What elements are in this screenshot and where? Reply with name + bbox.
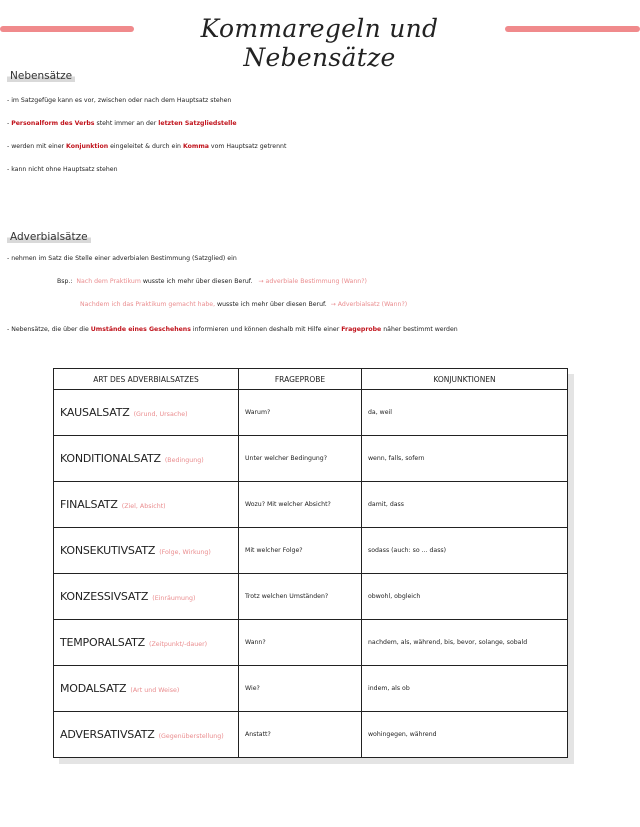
cell-konj: wohingegen, während	[362, 712, 568, 758]
table-row	[54, 712, 568, 758]
cell-konj: damit, dass	[362, 482, 568, 528]
adverbial-bullet-1: - nehmen im Satz die Stelle einer adverbialen Bestimmung (Satzglied) ein	[7, 255, 237, 262]
cell-konj: da, weil	[362, 390, 568, 436]
cell-frage: Mit welcher Folge?	[239, 528, 362, 574]
heading-nebensaetze: Nebensätze	[7, 70, 75, 82]
highlight-text: Frageprobe	[341, 326, 382, 333]
cell-frage: Wann?	[239, 620, 362, 666]
cell-frage: Unter welcher Bedingung?	[239, 436, 362, 482]
cell-frage: Anstatt?	[239, 712, 362, 758]
satz-note: (Ziel, Absicht)	[121, 503, 166, 510]
cell-art	[54, 482, 239, 528]
table-row	[54, 482, 568, 528]
satz-name: MODALSATZ	[60, 682, 127, 695]
header-frageprobe: FRAGEPROBE	[239, 369, 362, 390]
cell-konj: nachdem, als, während, bis, bevor, solange, sobald	[362, 620, 568, 666]
adverbial-bullet-2	[7, 326, 458, 333]
example-note: → Adverbialsatz (Wann?)	[330, 301, 408, 308]
satz-note: (Einräumung)	[152, 595, 196, 602]
nebensatz-bullet-2	[7, 120, 237, 127]
example-2	[80, 301, 407, 308]
cell-art	[54, 712, 239, 758]
cell-frage: Trotz welchen Umständen?	[239, 574, 362, 620]
example-note: → adverbiale Bestimmung (Wann?)	[258, 278, 367, 285]
satz-note: (Folge, Wirkung)	[159, 549, 211, 556]
table-row	[54, 666, 568, 712]
satz-name: TEMPORALSATZ	[60, 636, 146, 649]
bullet-text: vom Hauptsatz getrennt	[208, 143, 287, 150]
highlight-text: Umstände eines Geschehens	[90, 326, 191, 333]
bullet-text: - Nebensätze, die über die	[7, 326, 91, 333]
satz-name: FINALSATZ	[60, 498, 118, 511]
cell-konj: sodass (auch: so ... dass)	[362, 528, 568, 574]
bullet-text: -	[7, 120, 12, 127]
cell-konj: wenn, falls, sofern	[362, 436, 568, 482]
example-label: Bsp.:	[57, 278, 73, 285]
cell-konj: obwohl, obgleich	[362, 574, 568, 620]
table-row	[54, 528, 568, 574]
satz-name: KONDITIONALSATZ	[60, 452, 161, 465]
heading-adverbialsaetze: Adverbialsätze	[7, 231, 91, 243]
nebensatz-bullet-3	[7, 143, 286, 150]
satz-note: (Zeitpunkt/-dauer)	[149, 641, 208, 648]
cell-frage: Warum?	[239, 390, 362, 436]
table-row	[54, 436, 568, 482]
table-header-row	[54, 369, 568, 390]
bullet-text: - werden mit einer	[7, 143, 67, 150]
cell-frage: Wozu? Mit welcher Absicht?	[239, 482, 362, 528]
table-row	[54, 574, 568, 620]
example-1	[57, 278, 367, 285]
table-row	[54, 390, 568, 436]
cell-art	[54, 666, 239, 712]
nebensatz-bullet-4: - kann nicht ohne Hauptsatz stehen	[7, 166, 118, 173]
highlight-text: letzten Satzgliedstelle	[158, 120, 237, 127]
bullet-text: näher bestimmt werden	[381, 326, 458, 333]
satz-note: (Bedingung)	[164, 457, 204, 464]
cell-art	[54, 574, 239, 620]
cell-art	[54, 620, 239, 666]
example-text: wusste ich mehr über diesen Beruf.	[140, 278, 253, 285]
example-text: wusste ich mehr über diesen Beruf.	[215, 301, 327, 308]
cell-art	[54, 528, 239, 574]
nebensatz-bullet-1: - im Satzgefüge kann es vor, zwischen oder nach dem Hauptsatz stehen	[7, 97, 232, 104]
satz-name: KAUSALSATZ	[60, 406, 130, 419]
cell-art	[54, 436, 239, 482]
cell-art	[54, 390, 239, 436]
header-art: ART DES ADVERBIALSATZES	[54, 369, 239, 390]
satz-name: KONZESSIVSATZ	[60, 590, 149, 603]
table-row	[54, 620, 568, 666]
title-line-right	[505, 26, 640, 32]
bullet-text: informieren und können deshalb mit Hilfe einer	[190, 326, 342, 333]
adverbialsatz-table	[53, 368, 568, 758]
cell-frage: Wie?	[239, 666, 362, 712]
title-area	[0, 14, 640, 72]
header-konjunktionen: KONJUNKTIONEN	[362, 369, 568, 390]
highlight-text: Konjunktion	[66, 143, 109, 150]
bullet-text: steht immer an der	[94, 120, 159, 127]
page-title: Kommaregeln und Nebensätze	[200, 14, 439, 72]
satz-note: (Art und Weise)	[130, 687, 180, 694]
example-highlight: Nachdem ich das Praktikum gemacht habe,	[80, 301, 216, 308]
bullet-text: eingeleitet & durch ein	[108, 143, 183, 150]
satz-name: ADVERSATIVSATZ	[60, 728, 155, 741]
satz-note: (Gegenüberstellung)	[158, 733, 224, 740]
highlight-text: Komma	[182, 143, 209, 150]
title-line-left	[0, 26, 134, 32]
satz-name: KONSEKUTIVSATZ	[60, 544, 156, 557]
cell-konj: indem, als ob	[362, 666, 568, 712]
highlight-text: Personalform des Verbs	[11, 120, 95, 127]
satz-note: (Grund, Ursache)	[133, 411, 188, 418]
example-highlight: Nach dem Praktikum	[76, 278, 141, 285]
